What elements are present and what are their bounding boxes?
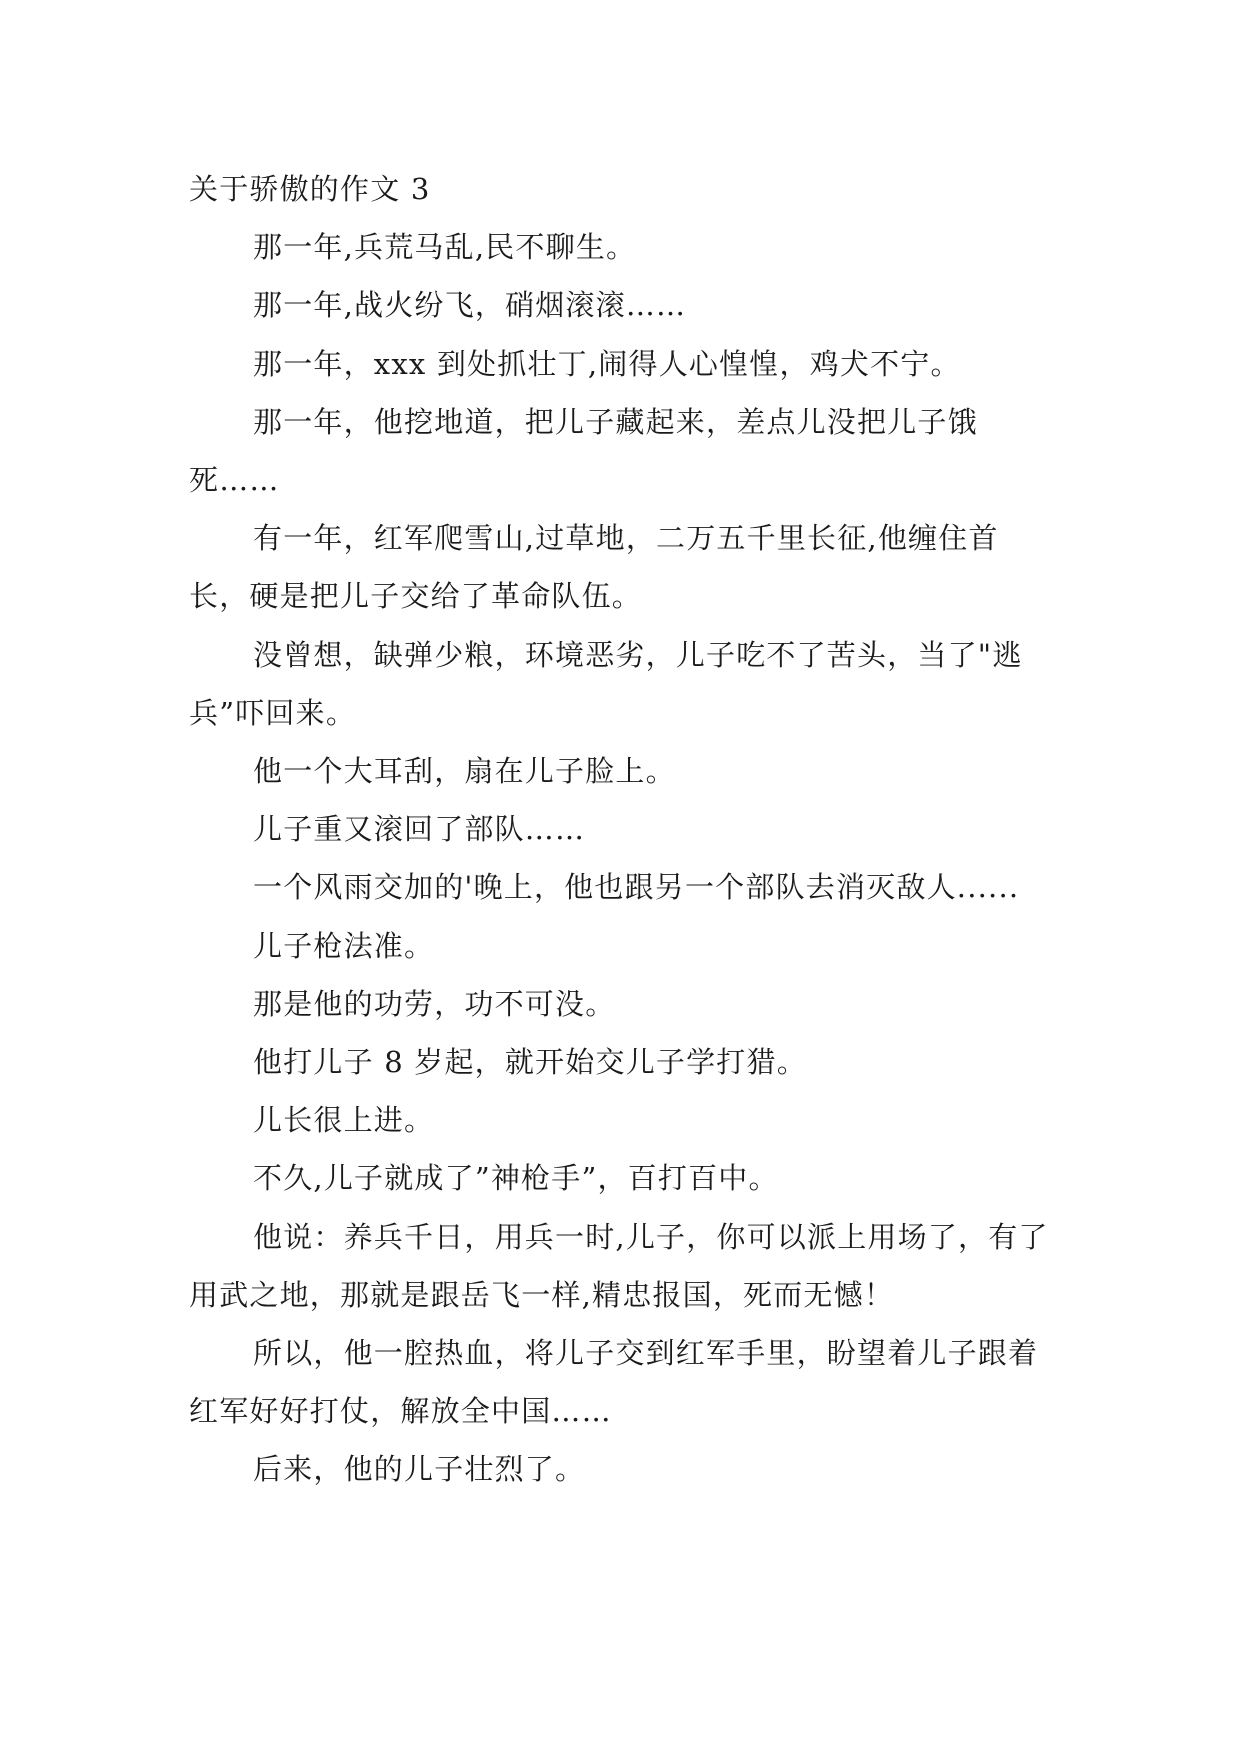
paragraph: 儿长很上进。 bbox=[253, 1103, 435, 1138]
paragraph: 那一年，xxx 到处抓壮丁,闹得人心惶惶，鸡犬不宁。 bbox=[253, 346, 961, 381]
paragraph: 他打儿子 8 岁起，就开始交儿子学打猎。 bbox=[253, 1045, 807, 1080]
paragraph: 那一年，他挖地道，把儿子藏起来，差点儿没把儿子饿死…… bbox=[189, 404, 978, 498]
paragraph: 不久,儿子就成了”神枪手”，百打百中。 bbox=[253, 1161, 779, 1196]
document-title: 关于骄傲的作文 3 bbox=[189, 172, 431, 206]
document-body bbox=[189, 160, 1059, 1499]
paragraph: 没曾想，缺弹少粮，环境恶劣，儿子吃不了苦头，当了"逃兵”吓回来。 bbox=[189, 637, 1023, 730]
paragraph: 有一年，红军爬雪山,过草地，二万五千里长征,他缠住首长，硬是把儿子交给了革命队伍。 bbox=[189, 521, 999, 614]
paragraph: 所以，他一腔热血，将儿子交到红军手里，盼望着儿子跟着红军好好打仗，解放全中国…… bbox=[189, 1336, 1039, 1429]
paragraph: 后来，他的儿子壮烈了。 bbox=[253, 1452, 586, 1487]
paragraph: 儿子枪法准。 bbox=[253, 928, 435, 963]
paragraph: 那一年,战火纷飞，硝烟滚滚…… bbox=[253, 288, 687, 323]
paragraph: 他说：养兵千日，用兵一时,儿子，你可以派上用场了，有了用武之地，那就是跟岳飞一样,精忠报国，死而无憾！ bbox=[189, 1219, 1049, 1312]
paragraph: 那是他的功劳，功不可没。 bbox=[253, 986, 616, 1021]
paragraph: 那一年,兵荒马乱,民不聊生。 bbox=[253, 230, 637, 265]
paragraph: 他一个大耳刮，扇在儿子脸上。 bbox=[253, 754, 676, 789]
paragraph: 儿子重又滚回了部队…… bbox=[253, 812, 586, 847]
paragraph: 一个风雨交加的'晚上，他也跟另一个部队去消灭敌人...... bbox=[253, 870, 1020, 905]
